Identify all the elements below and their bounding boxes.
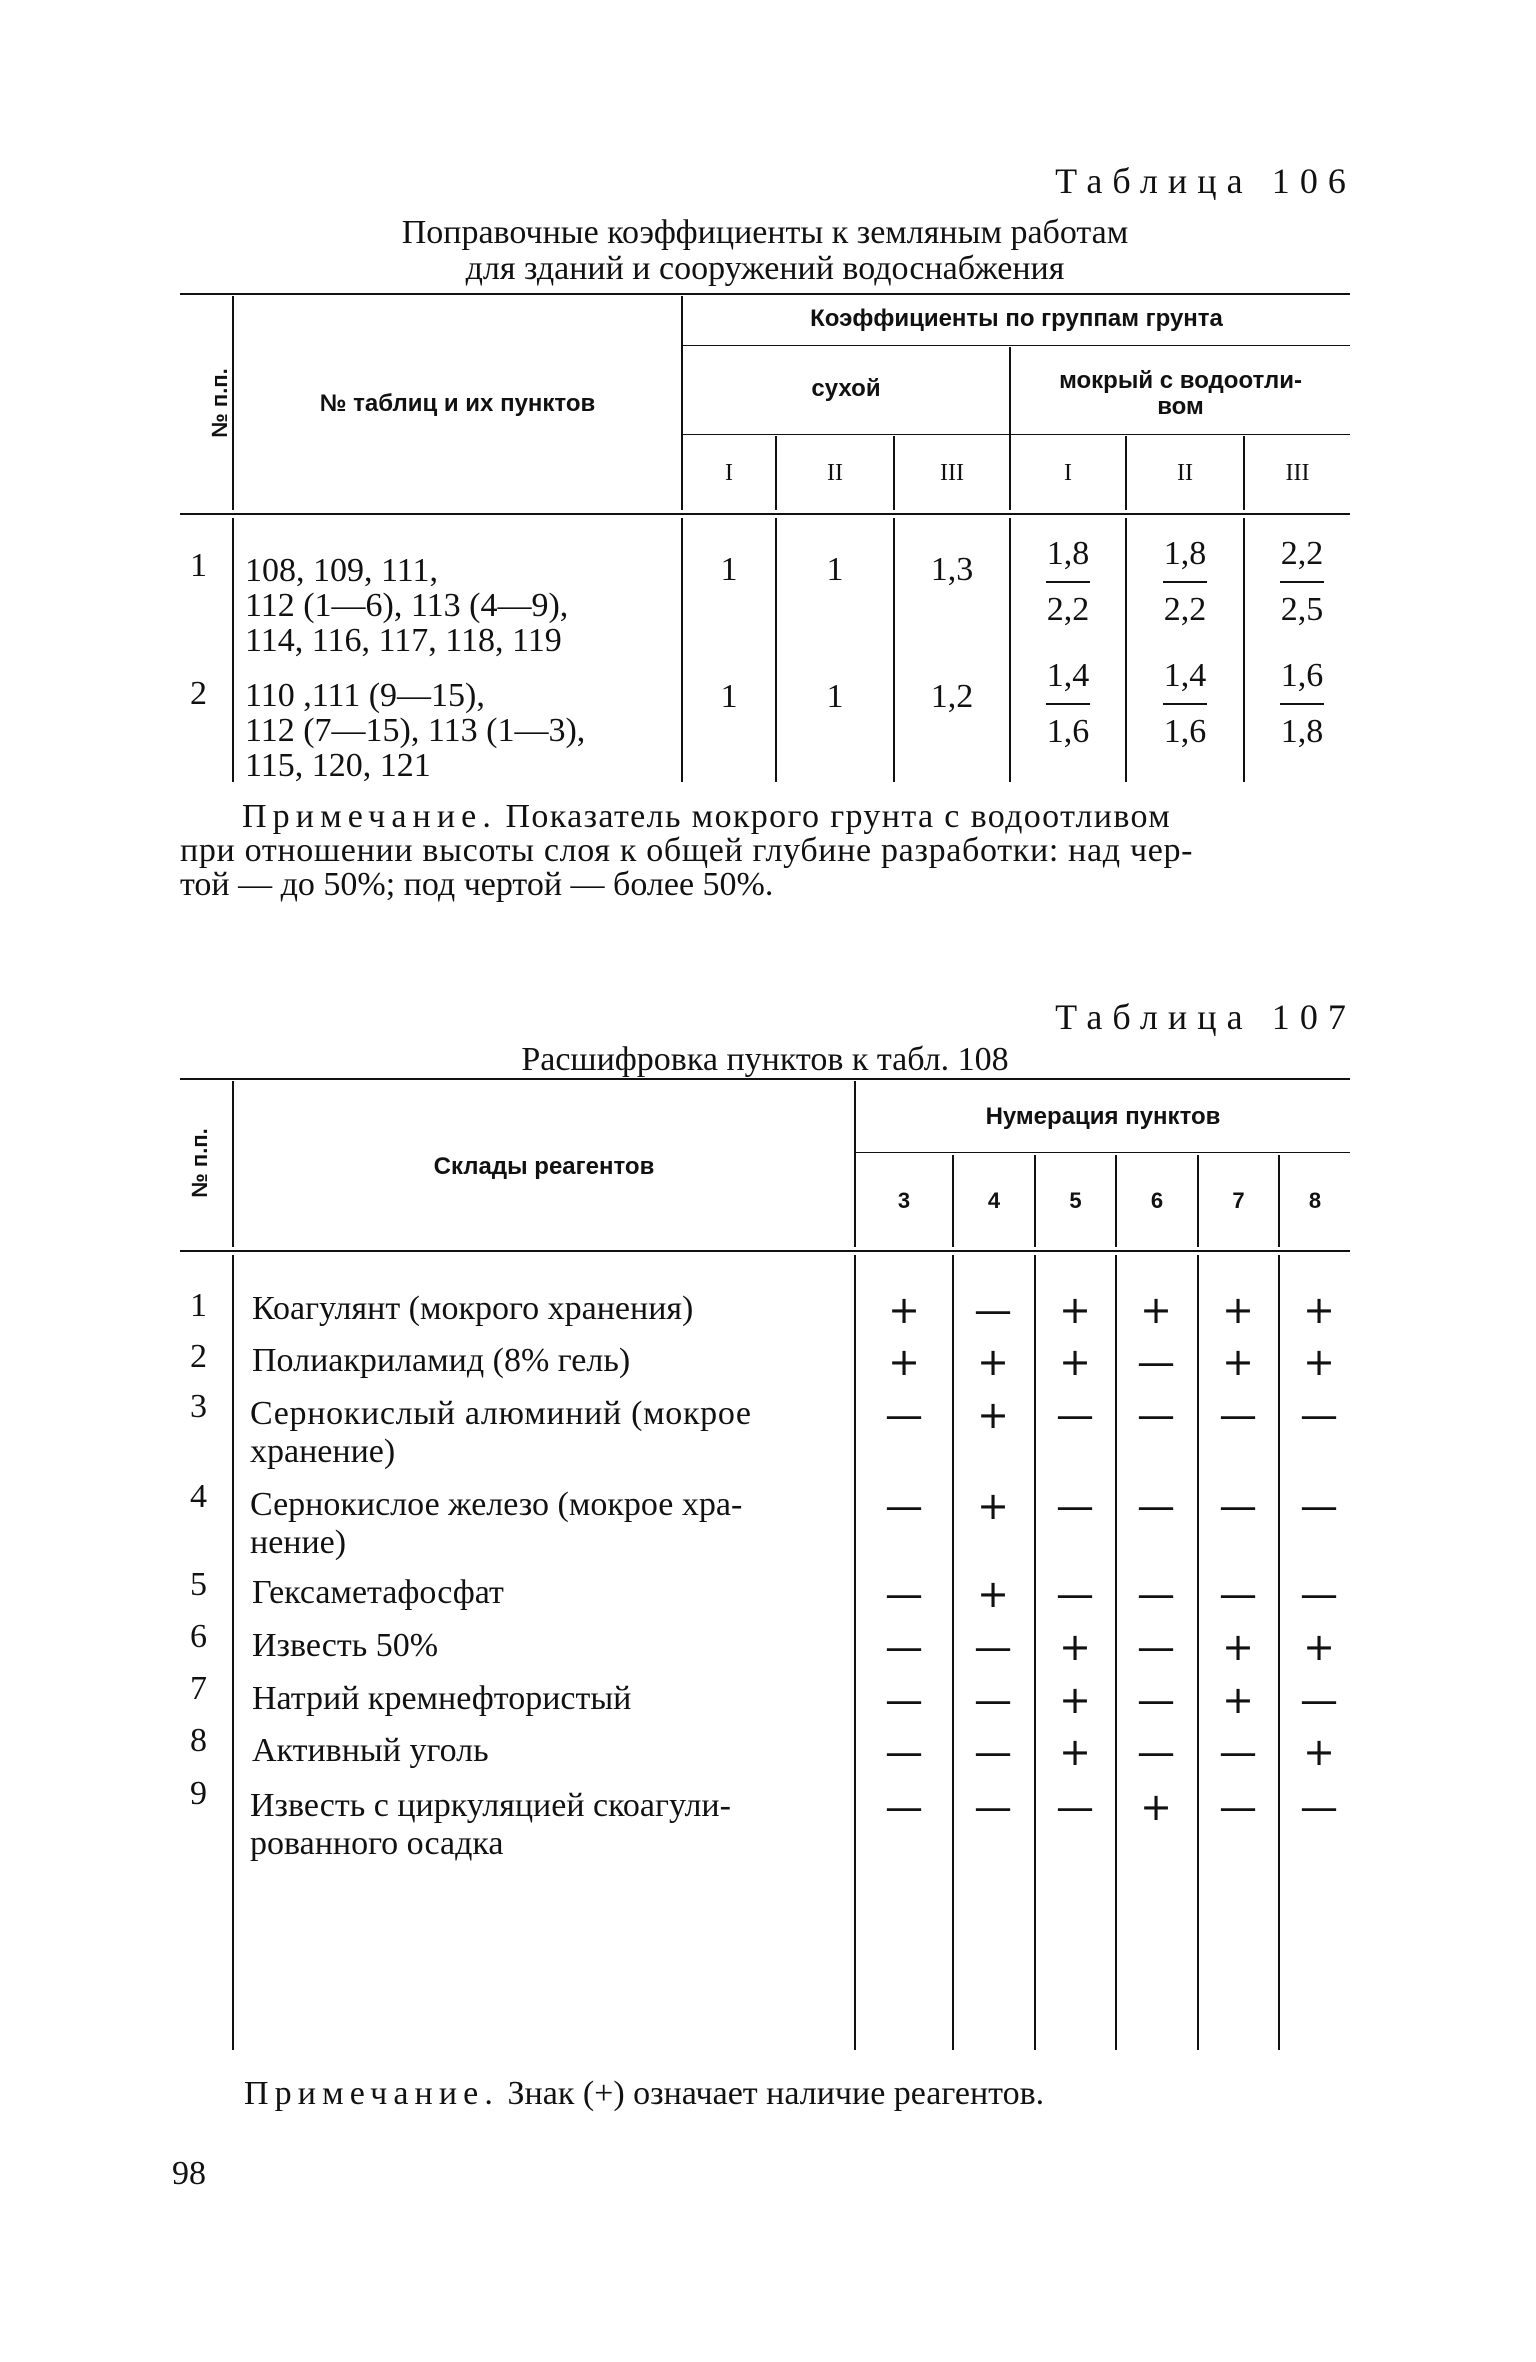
table107-mark: — bbox=[1137, 1340, 1175, 1384]
table107-mark: — bbox=[1300, 1572, 1338, 1616]
table106-note-line2: при отношении высоты слоя к общей глубине разработки: над чер- bbox=[180, 832, 1194, 869]
table107-mark: — bbox=[1219, 1572, 1257, 1616]
table107-mark: + bbox=[1059, 1288, 1091, 1332]
table107-row-name bbox=[250, 1486, 742, 1562]
table107-mark: — bbox=[1300, 1484, 1338, 1528]
table106-row-num: 2 bbox=[190, 675, 207, 712]
table107-mark: — bbox=[1300, 1785, 1338, 1829]
table107-mark: — bbox=[885, 1785, 923, 1829]
fraction-numerator: 2,2 bbox=[1280, 535, 1324, 572]
table107-row-name: Натрий кремнефтористый bbox=[252, 1680, 632, 1717]
fraction-numerator: 1,4 bbox=[1046, 657, 1090, 694]
table107-mark: + bbox=[1140, 1288, 1172, 1332]
fraction-denominator: 2,2 bbox=[1163, 591, 1207, 628]
table107-col-5: 5 bbox=[1069, 1188, 1082, 1213]
table107-mark: + bbox=[977, 1484, 1009, 1528]
table107-mark: + bbox=[1059, 1340, 1091, 1384]
table106-cell-wet-1 bbox=[1028, 535, 1108, 629]
table107-header-num: № п.п. bbox=[187, 1128, 212, 1198]
table106-cell-wet-3 bbox=[1262, 535, 1342, 629]
table106-cell-dry-2: 1 bbox=[826, 678, 844, 715]
table106-header-wet-line2: вом bbox=[1157, 393, 1204, 420]
table107-mark: + bbox=[888, 1288, 920, 1332]
table107-mark: — bbox=[1137, 1730, 1175, 1774]
table107-mark: — bbox=[1056, 1785, 1094, 1829]
table107-mark: + bbox=[1303, 1288, 1335, 1332]
table107-mark: — bbox=[1137, 1393, 1175, 1437]
table106-header-wet bbox=[1011, 368, 1350, 420]
table107-col-3: 3 bbox=[897, 1188, 911, 1213]
table107-mark: + bbox=[977, 1340, 1009, 1384]
table107-mark: — bbox=[885, 1730, 923, 1774]
fraction-denominator: 1,6 bbox=[1163, 713, 1207, 750]
table107-mark: + bbox=[1059, 1625, 1091, 1669]
table107-mark: — bbox=[1137, 1625, 1175, 1669]
table107-row-num: 7 bbox=[190, 1670, 207, 1707]
table107-mark: — bbox=[1219, 1393, 1257, 1437]
table106-col-dry-3: III bbox=[940, 460, 964, 486]
fraction-numerator: 1,8 bbox=[1046, 535, 1090, 572]
table107-mark: — bbox=[974, 1678, 1012, 1722]
table106-header-dry: сухой bbox=[811, 375, 881, 402]
table107-col-7: 7 bbox=[1232, 1188, 1245, 1213]
table106-cell-wet-2 bbox=[1145, 535, 1225, 629]
table107-mark: + bbox=[1222, 1678, 1254, 1722]
table107-header-group: Нумерация пунктов bbox=[985, 1103, 1221, 1130]
table107-mark: — bbox=[1056, 1484, 1094, 1528]
table106-title-line1: Поправочные коэффициенты к земляным работам bbox=[401, 214, 1129, 251]
table107-col-4: 4 bbox=[987, 1188, 1001, 1213]
table107-col-8: 8 bbox=[1308, 1188, 1322, 1213]
table106-cell-dry-1: 1 bbox=[720, 551, 738, 588]
table107-label: Таблица 107 bbox=[1055, 997, 1356, 1037]
table107-col-6: 6 bbox=[1150, 1188, 1164, 1213]
table107-row-name-line: Известь с циркуляцией скоагули- bbox=[250, 1787, 731, 1824]
table106-cell-wet-3 bbox=[1262, 657, 1342, 751]
table107-mark: — bbox=[1300, 1678, 1338, 1722]
table106-header-coef-group: Коэффициенты по группам грунта bbox=[810, 305, 1223, 332]
table106-header-num: № п.п. bbox=[207, 368, 232, 438]
table106-note-line1: Показатель мокрого грунта с водоотливом bbox=[505, 798, 1172, 835]
table107-mark: — bbox=[974, 1288, 1012, 1332]
table107-mark: — bbox=[1137, 1572, 1175, 1616]
fraction-denominator: 2,2 bbox=[1046, 591, 1090, 628]
table107-mark: + bbox=[1303, 1625, 1335, 1669]
table107-mark: + bbox=[977, 1393, 1009, 1437]
table106-col-wet-2: II bbox=[1177, 460, 1193, 486]
table107-row-num: 4 bbox=[190, 1478, 207, 1515]
table107-mark: — bbox=[1137, 1678, 1175, 1722]
table107-row-num: 1 bbox=[190, 1287, 207, 1324]
table106-row-items bbox=[245, 553, 568, 658]
page-number: 98 bbox=[172, 2155, 206, 2192]
table107-mark: — bbox=[974, 1625, 1012, 1669]
table107-row-name-line: Сернокислое железо (мокрое хра- bbox=[250, 1486, 743, 1523]
table107-note bbox=[244, 2075, 1044, 2113]
table106-row-items-line: 114, 116, 117, 118, 119 bbox=[245, 622, 562, 659]
fraction-numerator: 1,6 bbox=[1280, 657, 1324, 694]
table106-row-items bbox=[245, 678, 585, 783]
table107-mark: — bbox=[885, 1572, 923, 1616]
table107-row-name bbox=[250, 1787, 731, 1863]
table107-row-name bbox=[250, 1395, 752, 1471]
table106-col-wet-3: III bbox=[1285, 460, 1310, 486]
table107-mark: — bbox=[974, 1785, 1012, 1829]
table106-row-items-line: 110 ,111 (9—15), bbox=[245, 677, 485, 714]
table107-row-name-line: нение) bbox=[250, 1524, 347, 1561]
fraction-numerator: 1,8 bbox=[1163, 535, 1207, 572]
table107-row-num: 8 bbox=[190, 1722, 207, 1759]
table107-row-name: Активный уголь bbox=[252, 1732, 489, 1769]
table107-row-name: Известь 50% bbox=[252, 1627, 439, 1664]
table107-mark: + bbox=[977, 1572, 1009, 1616]
table107-mark: — bbox=[885, 1393, 923, 1437]
table107-mark: — bbox=[1219, 1785, 1257, 1829]
table106-cell-dry-1: 1 bbox=[720, 678, 738, 715]
table106-row-items-line: 112 (7—15), 113 (1—3), bbox=[245, 712, 586, 749]
table106-col-wet-1: I bbox=[1064, 460, 1072, 486]
table107-mark: + bbox=[1222, 1288, 1254, 1332]
table107-row-name: Коагулянт (мокрого хранения) bbox=[252, 1290, 694, 1327]
table107-row-num: 2 bbox=[190, 1338, 207, 1375]
table107-row-num: 3 bbox=[190, 1388, 207, 1425]
table107-mark: + bbox=[1222, 1625, 1254, 1669]
table107-row-name: Гексаметафосфат bbox=[252, 1574, 504, 1611]
table106-cell-dry-2: 1 bbox=[826, 551, 844, 588]
table106-cell-wet-2 bbox=[1145, 657, 1225, 751]
table107-mark: — bbox=[1300, 1393, 1338, 1437]
table106-col-dry-1: I bbox=[725, 460, 733, 486]
table107-row-name-line: Сернокислый алюминий (мокрое bbox=[250, 1395, 752, 1432]
table106-cell-dry-3: 1,2 bbox=[930, 678, 974, 715]
table107-mark: — bbox=[885, 1678, 923, 1722]
table107-note-label: Примечание. bbox=[244, 2075, 500, 2112]
table107-mark: — bbox=[885, 1625, 923, 1669]
table107-header-items: Склады реагентов bbox=[433, 1153, 655, 1180]
fraction-numerator: 1,4 bbox=[1163, 657, 1207, 694]
table107-row-num: 6 bbox=[190, 1618, 207, 1655]
table107-mark: + bbox=[1059, 1678, 1091, 1722]
table106-label: Таблица 106 bbox=[1055, 161, 1356, 201]
table107-mark: + bbox=[1140, 1785, 1172, 1829]
table106-row-items-line: 115, 120, 121 bbox=[245, 747, 431, 784]
table106-title bbox=[180, 215, 1350, 287]
table106-note-label: Примечание. bbox=[242, 798, 498, 835]
table107-row-num: 5 bbox=[190, 1566, 207, 1603]
table107-mark: — bbox=[1219, 1484, 1257, 1528]
table106-cell-dry-3: 1,3 bbox=[930, 551, 974, 588]
table106-cell-wet-1 bbox=[1028, 657, 1108, 751]
table107-mark: — bbox=[1056, 1572, 1094, 1616]
table107-mark: — bbox=[1056, 1393, 1094, 1437]
table107-mark: — bbox=[885, 1484, 923, 1528]
table107-mark: + bbox=[1222, 1340, 1254, 1384]
table107-row-name-line: хранение) bbox=[250, 1433, 396, 1470]
table106-row-items-line: 112 (1—6), 113 (4—9), bbox=[245, 587, 569, 624]
table107-mark: — bbox=[1219, 1730, 1257, 1774]
table107-row-name: Полиакриламид (8% гель) bbox=[252, 1342, 631, 1379]
fraction-denominator: 1,6 bbox=[1046, 713, 1090, 750]
table107-mark: — bbox=[974, 1730, 1012, 1774]
table107-mark: + bbox=[1303, 1730, 1335, 1774]
table107-title: Расшифровка пунктов к табл. 108 bbox=[521, 1041, 1009, 1078]
table106-row-items-line: 108, 109, 111, bbox=[245, 552, 438, 589]
table107-note-text: Знак (+) означает наличие реагентов. bbox=[507, 2075, 1045, 2112]
fraction-denominator: 2,5 bbox=[1280, 591, 1324, 628]
table106-title-line2: для зданий и сооружений водоснабжения bbox=[465, 250, 1065, 287]
table107-row-name-line: рованного осадка bbox=[250, 1825, 504, 1862]
table106-col-dry-2: II bbox=[827, 460, 843, 486]
table107-row-num: 9 bbox=[190, 1775, 207, 1812]
table106-header-items: № таблиц и их пунктов bbox=[319, 390, 596, 417]
table106-note-line3: той — до 50%; под чертой — более 50%. bbox=[180, 866, 774, 903]
fraction-denominator: 1,8 bbox=[1280, 713, 1324, 750]
table107-mark: + bbox=[1059, 1730, 1091, 1774]
table107-mark: + bbox=[888, 1340, 920, 1384]
table107-mark: — bbox=[1137, 1484, 1175, 1528]
table107-mark: + bbox=[1303, 1340, 1335, 1384]
table106-row-num: 1 bbox=[190, 547, 207, 584]
table106-header-wet-line1: мокрый с водоотли- bbox=[1059, 367, 1302, 394]
